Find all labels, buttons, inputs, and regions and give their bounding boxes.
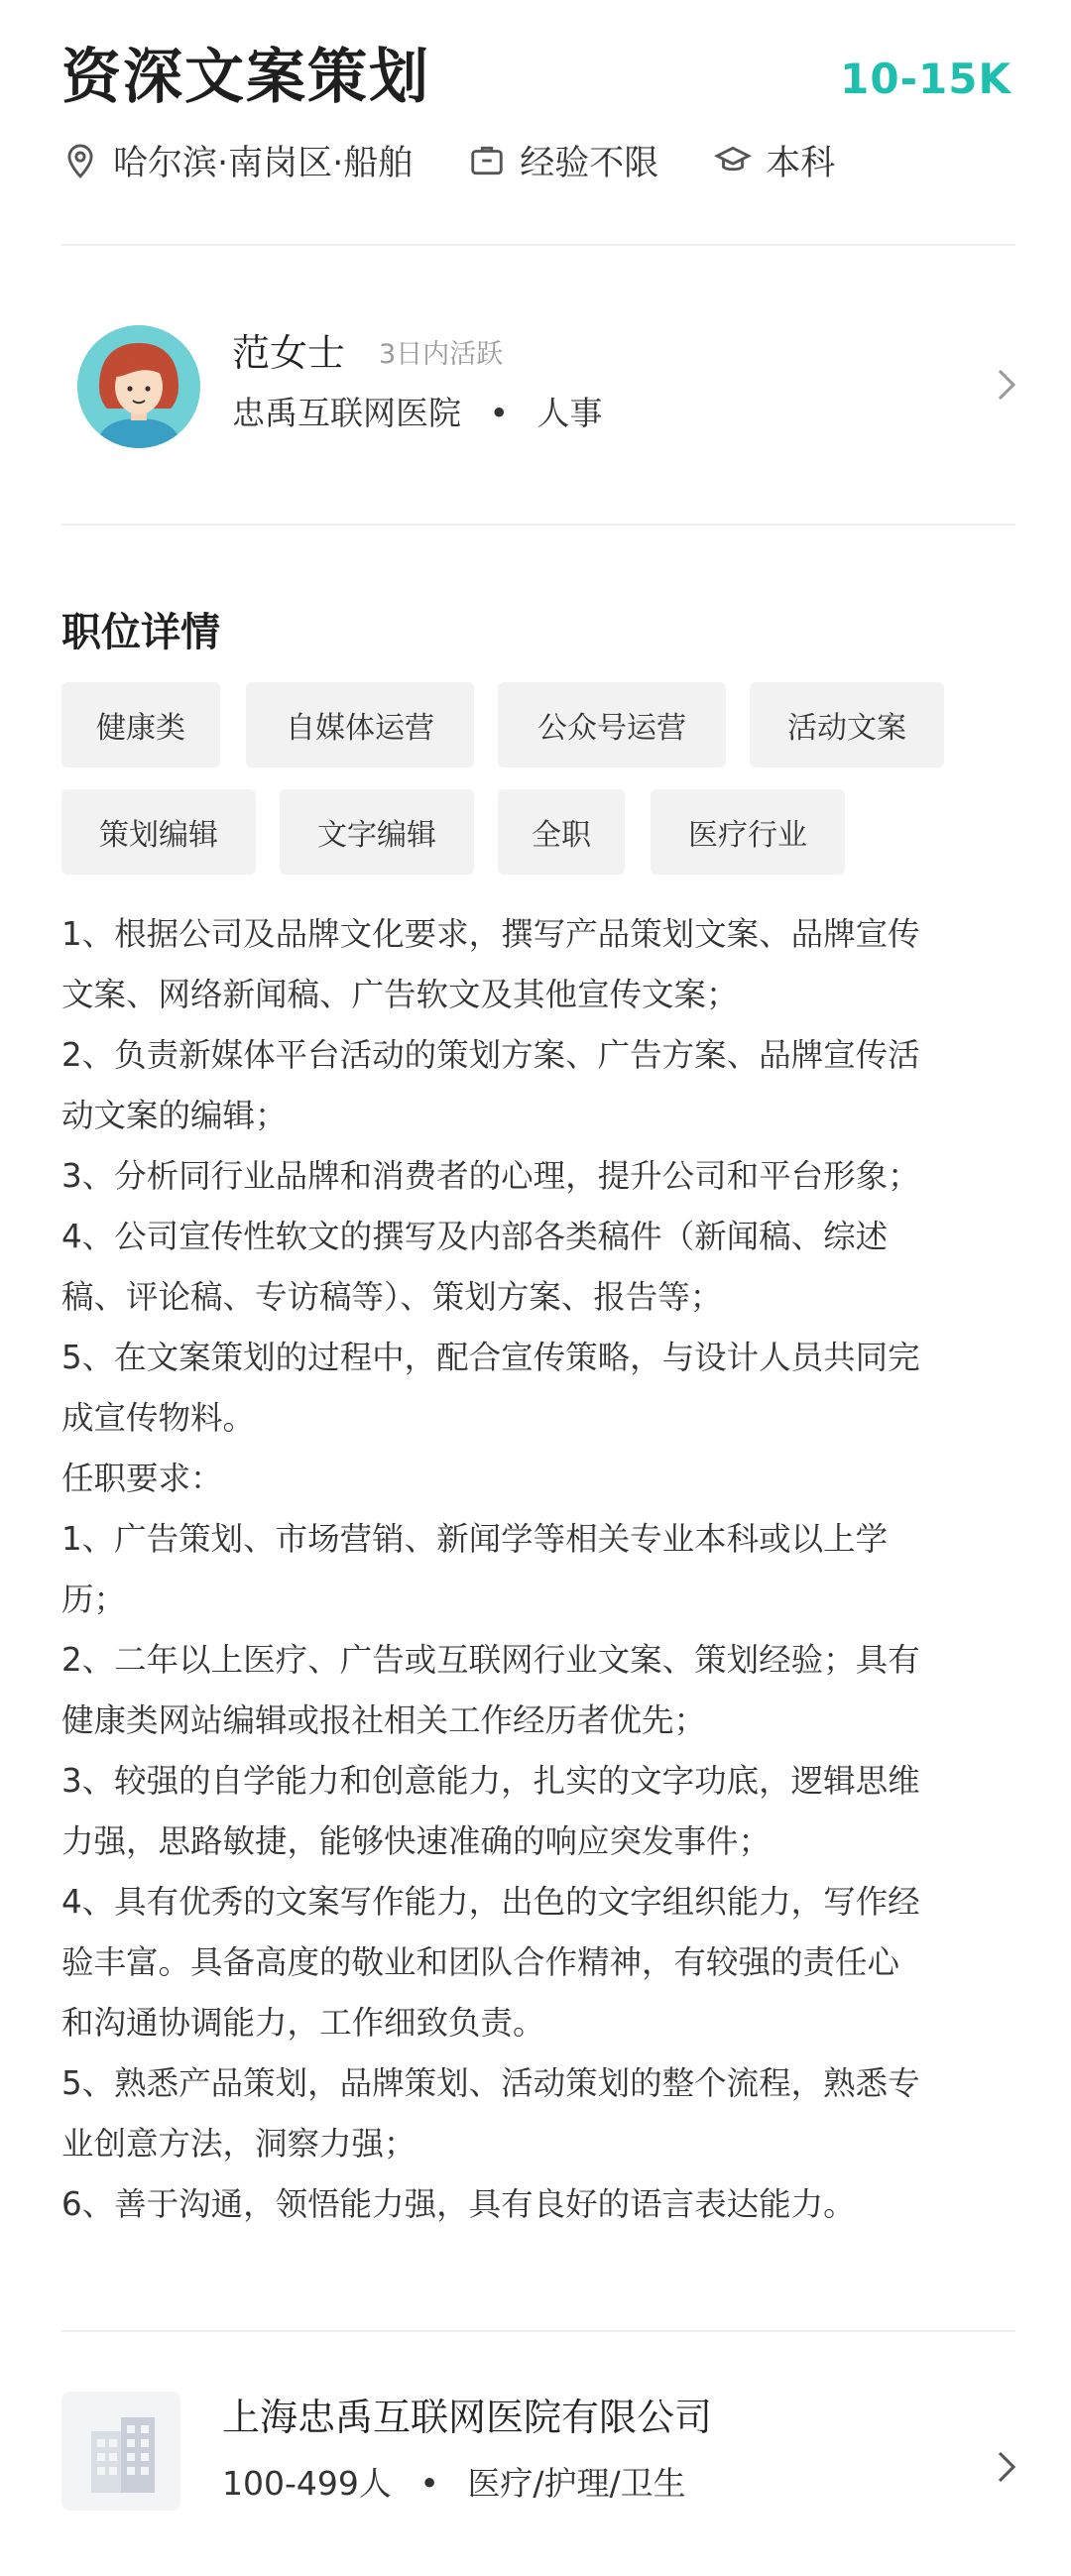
description-line: 验丰富。具备高度的敬业和团队合作精神，有较强的责任心: [61, 1943, 900, 1981]
description-line: 3、较强的自学能力和创意能力，扎实的文字功底，逻辑思维: [61, 1762, 920, 1800]
recruiter-card[interactable]: [0, 297, 1071, 526]
chevron-right-icon[interactable]: [992, 363, 1021, 407]
graduation-cap-icon: [714, 142, 752, 179]
description-line: 2、负责新媒体平台活动的策划方案、广告方案、品牌宣传活: [61, 1036, 920, 1074]
job-meta: [61, 133, 891, 188]
briefcase-icon: [468, 142, 506, 179]
chevron-right-icon[interactable]: [992, 2445, 1021, 2489]
tag: 全职: [498, 789, 625, 875]
description-line: 6、善于沟通，领悟能力强，具有良好的语言表达能力。: [61, 2185, 856, 2223]
description-line: 3、分析同行业品牌和消费者的心理，提升公司和平台形象；: [61, 1157, 920, 1195]
description-line: 稿、评论稿、专访稿等）、策划方案、报告等；: [61, 1278, 723, 1316]
description-line: 5、在文案策划的过程中，配合宣传策略，与设计人员共同完: [61, 1339, 920, 1376]
education-text: 本科: [766, 144, 836, 183]
location-pin-icon: [61, 142, 99, 179]
description-line: 5、熟悉产品策划，品牌策划、活动策划的整个流程，熟悉专: [61, 2064, 920, 2102]
description-line: 任职要求：: [61, 1460, 223, 1497]
experience-meta: [468, 136, 658, 185]
description-line: 历；: [61, 1581, 127, 1618]
tag: 自媒体运营: [246, 682, 474, 767]
description-line: 和沟通协调能力，工作细致负责。: [61, 2004, 545, 2042]
description-line: 力强，思路敏捷，能够快速准确的响应突发事件；: [61, 1822, 772, 1860]
separator-dot: •: [419, 2464, 439, 2503]
experience-text: 经验不限: [520, 144, 659, 183]
building-icon: [61, 2392, 180, 2511]
tag: 文字编辑: [280, 789, 474, 875]
divider: [61, 244, 1015, 246]
job-header: [0, 0, 1071, 246]
description-line: 4、公司宣传性软文的撰写及内部各类稿件（新闻稿、综述: [61, 1218, 889, 1255]
active-status: 3日内活跃: [379, 339, 504, 370]
company-info: [222, 2459, 686, 2509]
company-industry: 医疗/护理/卫生: [467, 2464, 686, 2503]
divider: [61, 524, 1015, 526]
description-line: 业创意方法，洞察力强；: [61, 2125, 416, 2163]
job-title: 资深文案策划: [61, 43, 430, 112]
description-line: 文案、网络新闻稿、广告软文及其他宣传文案；: [61, 976, 739, 1013]
separator-dot: •: [489, 394, 509, 432]
company-logo: [61, 2392, 180, 2511]
description-line: 1、根据公司及品牌文化要求，撰写产品策划文案、品牌宣传: [61, 915, 920, 953]
company-name: 上海忠禹互联网医院有限公司: [222, 2396, 713, 2439]
salary: 10-15K: [840, 55, 1012, 103]
description-line: 健康类网站编辑或报社相关工作经历者优先；: [61, 1701, 707, 1739]
company-card[interactable]: [0, 2360, 1071, 2558]
divider: [61, 2330, 1015, 2332]
location-text: 哈尔滨·南岗区·船舶: [113, 144, 414, 183]
tag: 活动文案: [750, 682, 944, 767]
company-size: 100-499人: [222, 2464, 392, 2503]
description-line: 成宣传物料。: [61, 1399, 256, 1437]
recruiter-company-role: [232, 389, 602, 438]
education-meta: [714, 136, 835, 185]
description-line: 动文案的编辑；: [61, 1097, 288, 1134]
recruiter-company: 忠禹互联网医院: [232, 394, 461, 432]
description-line: 1、广告策划、市场营销、新闻学等相关专业本科或以上学: [61, 1520, 889, 1558]
recruiter-name: 范女士: [232, 331, 346, 375]
description-line: 2、二年以上医疗、广告或互联网行业文案、策划经验；具有: [61, 1641, 920, 1679]
description-line: 4、具有优秀的文案写作能力，出色的文字组织能力，写作经: [61, 1883, 920, 1921]
job-description: [61, 904, 1023, 2235]
tag: 策划编辑: [61, 789, 256, 875]
location-meta: [61, 136, 413, 185]
avatar: [77, 325, 200, 448]
recruiter-role: 人事: [536, 394, 603, 432]
section-title: 职位详情: [61, 610, 220, 655]
tag: 医疗行业: [651, 789, 845, 875]
tag: 健康类: [61, 682, 220, 767]
tag: 公众号运营: [498, 682, 726, 767]
